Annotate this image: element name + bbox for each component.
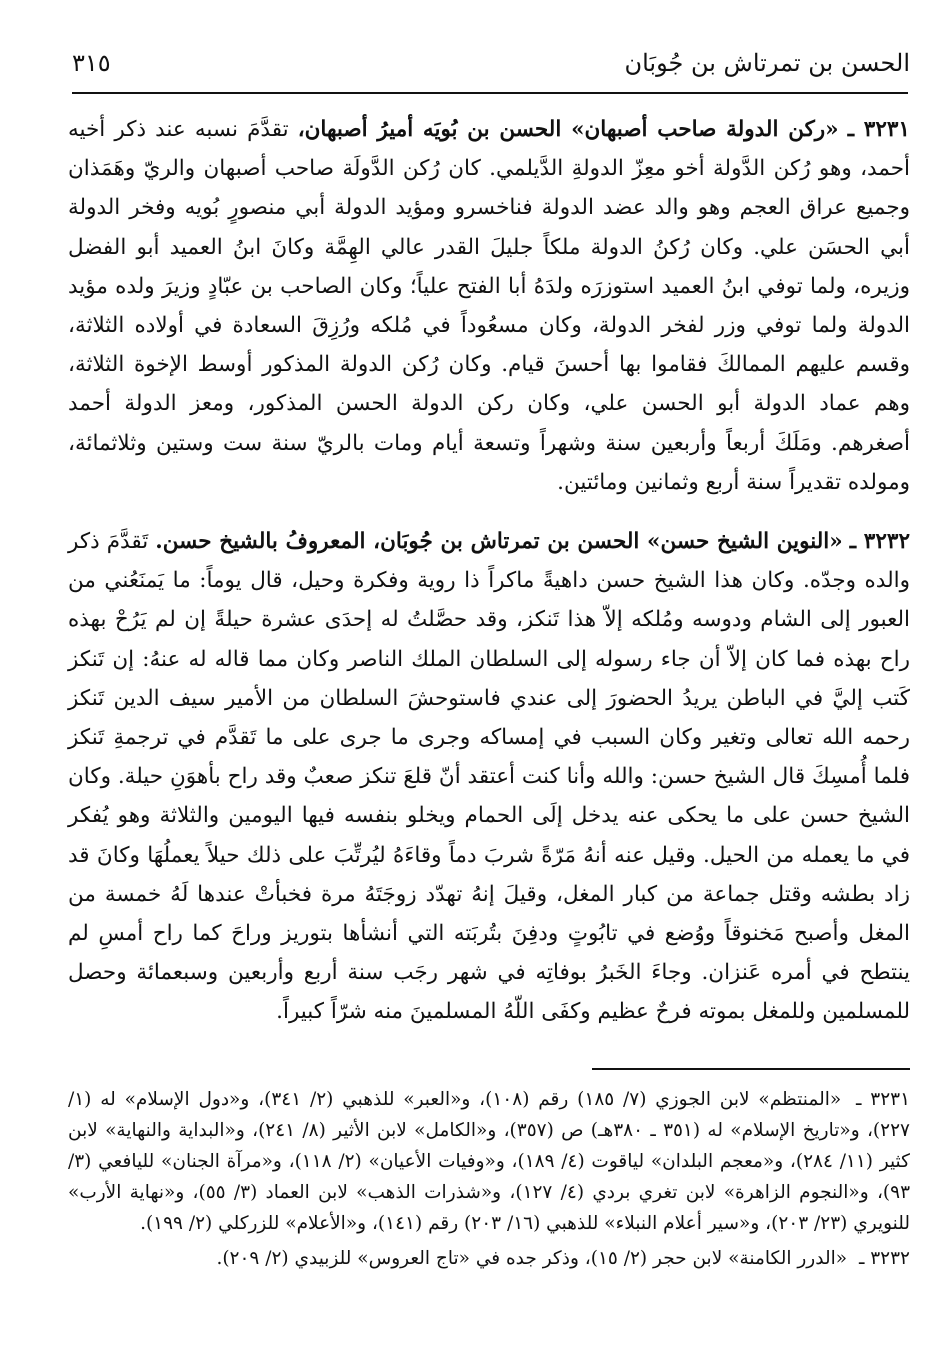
entry-paragraph <box>68 522 910 1032</box>
entry-number: ٣٢٣٢ ـ <box>849 529 910 555</box>
footnote-3231 <box>68 1084 910 1239</box>
running-title: الحسن بن تمرتاش بن جُوبَان <box>624 49 910 77</box>
entry-number: ٣٢٣١ ـ <box>847 117 910 142</box>
entry-paragraph <box>68 110 910 502</box>
entry-heading: «النوين الشيخ حسن» الحسن بن تمرتاش بن جُوبَان، المعروفُ بالشيخ حسن. <box>155 529 843 555</box>
footnotes <box>68 1084 910 1278</box>
footnote-text: «المنتظم» لابن الجوزي (٧/ ١٨٥) رقم (١٠٨)، و«العبر» للذهبي (٢/ ٣٤١)، و«دول الإسلام» له (١/ ٢٢٧)، و«تاريخ الإسلام» له (٣٥١ ـ ٣٨٠هـ) ص (٣٥٧)، و«الكامل» لابن الأثير (٨/ ٢٤١)، و«البداية والنهاية» لابن كثير (١١/ ٢٨٤)، و«معجم البلدان» لياقوت (٤/ ١٨٩)، و«وفيات الأعيان» (٢/ ١١٨)، و«مرآة الجنان» لليافعي (٣/ ٩٣)، و«النجوم الزاهرة» لابن تغري بردي (٤/ ١٢٧)، و«شذرات الذهب» لابن العماد (٣/ ٥٥)، و«نهاية الأرب» للنويري (٢٣/ ٢٠٣)، و«سير أعلام النبلاء» للذهبي (١٦/ ٢٠٣) رقم (١٤١)، و«الأعلام» للزركلي (٢/ ١٩٩). <box>68 1089 911 1234</box>
running-header <box>72 40 910 86</box>
entry-text: تقدَّمَ نسبه عند ذكر أخيه أحمد، وهو رُكن الدَّولة أخو معِزّ الدولةِ الدَّيلمي. كان رُكن الدَّولَة صاحب أصبهان والريّ وهَمَذان وجميع عراق العجم وهو والد عضد الدولة فناخسرو ومؤيد الدولة أبي منصورٍ بُويه وفخر الدولة أبي الحسَن علي. وكان رُكنُ الدولة ملكاً جليلَ القدر عالي الهِمَّة وكانَ ابنُ العميد أبو الفضل وزيره، ولما توفي ابنُ العميد استوزرَه ولدَهُ أبا الفتح علياً؛ وكان الصاحب بن عبّادٍ وزيرَ ولده مؤيد الدولة ولما توفي وزر لفخر الدولة، وكان مسعُوداً في مُلكه ورُزِقَ السعادة في أولاده الثلاثة، وقسم عليهم الممالكَ فقاموا بها أحسنَ قيام. وكان رُكن الدولة المذكور أوسط الإخوة الثلاثة، وهم عماد الدولة أبو الحسن علي، وكان ركن الدولة الحسن المذكور، ومعز الدولة أحمد أصغرهم. ومَلَكَ أربعاً وأربعين سنة وشهراً وتسعة أيام ومات بالريّ سنة ست وستين وثلاثمائة، ومولده تقديراً سنة أربع وثمانين ومائتين. <box>68 117 910 495</box>
footnote-divider <box>592 1068 910 1070</box>
biography-entry-3232 <box>68 522 910 1032</box>
biography-entry-3231 <box>68 110 910 502</box>
page-number: ٣١٥ <box>72 49 111 77</box>
entry-text: تَقدَّمَ ذكر والده وجدّه. وكان هذا الشيخ حسن داهيةً ماكراً ذا روية وفكرة وحيل، قال يوماً: ما يَمنَعُني من العبور إلى الشام ودوسه ومُلكه إلاّ هذا تَنكز، وقد حصَّلتُ له إحدَى عشرة حيلةً إن لم يَرُحْ بهذه راح بهذه فما كان إلاّ أن جاء رسوله إلى السلطان الملك الناصر وكان مما قاله له عنهُ: إن تَنكز كَتب إليَّ في الباطن يريدُ الحضورَ إلى عندي فاستوحشَ السلطان من الأمير سيف الدين تَنكز رحمه الله تعالى وتغير وكان السبب في إمساكه وجرى ما جرى على ما تَقدَّم في ترجمةِ تَنكز فلما أُمسِكَ قال الشيخ حسن: والله وأنا كنت أعتقد أنّ قلعَ تنكز صعبٌ وقد راح بأهوَنِ حيلة. وكان الشيخ حسن على ما يحكى عنه يدخل إلَى الحمام ويخلو بنفسه فيها اليومين والثلاثة وهو يُفكر في ما يعمله من الحيل. وقيل عنه أنهُ مَرّةً شربَ دماً وقاءَهُ ليُرتِّبَ على ذلك حيلاً يعملُهَا وكانَ قد زاد بطشه وقتل جماعة من كبار المغل، وقيلَ إنهُ تهدّد زوجَتَهُ مرة فخبأتْ عندها لَهُ خمسة من المغل وأصبح مَخنوقاً ووُضع في تابُوتٍ ودفِنَ بتُربَته التي أنشأها بتوريز وراحَ كما راح أمسِ لم ينتطح في أمره عَنزان. وجاءَ الخَبرُ بوفاتِه في شهر رجَب سنة أربع وأربعين وسبعمائة وحصل للمسلمين وللمغل بموته فرحٌ عظيم وكفَى اللّهُ المسلمينَ منه شرّاً كبيراً. <box>68 529 910 1025</box>
header-divider <box>72 92 908 94</box>
footnote-number: ٣٢٣١ ـ <box>856 1089 911 1110</box>
footnote-3232 <box>68 1243 910 1274</box>
footnote-number: ٣٢٣٢ ـ <box>858 1248 910 1269</box>
main-text <box>68 110 910 1052</box>
footnote-text: «الدرر الكامنة» لابن حجر (٢/ ١٥)، وذكر جده في «تاج العروس» للزبيدي (٢/ ٢٠٩). <box>216 1248 848 1269</box>
entry-heading: «ركن الدولة صاحب أصبهان» الحسن بن بُويَه أميرُ أصبهان، <box>297 117 839 142</box>
